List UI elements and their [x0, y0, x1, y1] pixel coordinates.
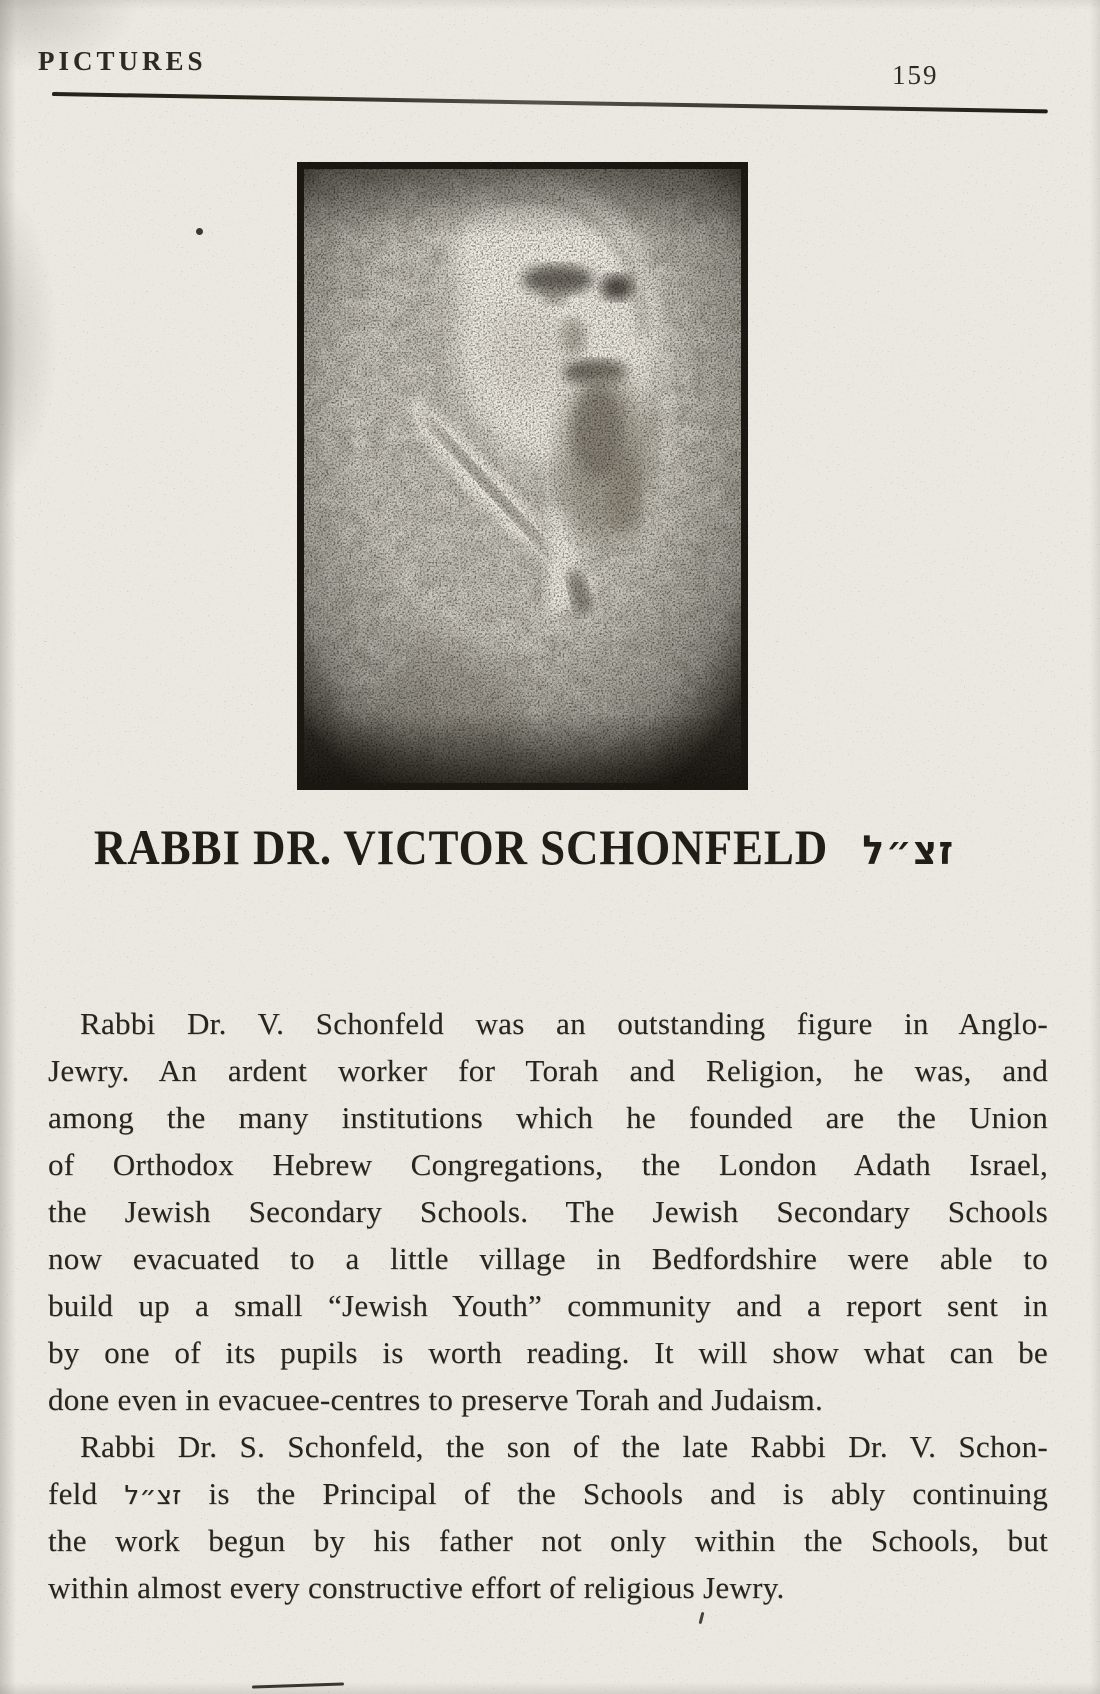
page-number: 159	[892, 60, 939, 90]
header-rule	[52, 92, 1048, 113]
text-line: of Orthodox Hebrew Congregations, the London Adath Israel,	[48, 1147, 1048, 1182]
text-line: within almost every constructive effort of religious Jewry.	[48, 1570, 785, 1605]
text-line: among the many institutions which he founded are the Union	[48, 1100, 1048, 1135]
text-line: Rabbi Dr. S. Schonfeld, the son of the late Rabbi Dr. V. Schon-	[80, 1429, 1048, 1464]
hebrew-honorific-inline: זצ״ל	[124, 1481, 182, 1511]
scan-artifact	[252, 1682, 344, 1688]
caption-hebrew-honorific: זצ״ל	[862, 828, 955, 874]
portrait-halftone-image	[304, 169, 741, 783]
text-run: feld	[48, 1476, 98, 1511]
scan-artifact	[699, 1612, 705, 1624]
running-head: PICTURES	[38, 46, 207, 76]
text-line: build up a small “Jewish Youth” community and a report sent in	[48, 1288, 1048, 1323]
portrait-photo	[297, 162, 748, 790]
text-run: is the Principal of the Schools and is ably continuing	[208, 1476, 1048, 1511]
scan-artifact	[196, 228, 203, 235]
paragraph-2	[48, 1423, 1048, 1611]
text-line: the Jewish Secondary Schools. The Jewish Secondary Schools	[48, 1194, 1048, 1229]
paragraph-1	[48, 1000, 1048, 1423]
photo-caption	[0, 818, 1100, 876]
text-line: by one of its pupils is worth reading. It will show what can be	[48, 1335, 1048, 1370]
text-line: the work begun by his father not only within the Schools, but	[48, 1523, 1048, 1558]
text-line: Rabbi Dr. V. Schonfeld was an outstanding figure in Anglo-	[80, 1006, 1048, 1041]
caption-text-wrap	[93, 818, 954, 876]
caption-name: RABBI DR. VICTOR SCHONFELD	[93, 819, 828, 875]
text-line: Jewry. An ardent worker for Torah and Religion, he was, and	[48, 1053, 1048, 1088]
text-line	[48, 1470, 1048, 1517]
body-text	[48, 1000, 1048, 1611]
text-line: now evacuated to a little village in Bedfordshire were able to	[48, 1241, 1048, 1276]
text-line: done even in evacuee-centres to preserve Torah and Judaism.	[48, 1382, 824, 1417]
